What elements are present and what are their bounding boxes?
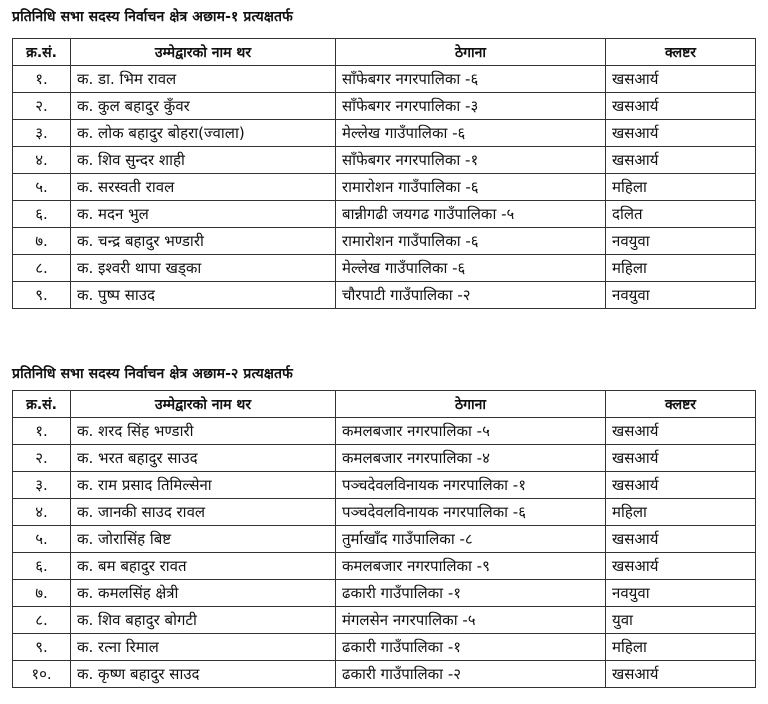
address-cell: मेल्लेख गाउँपालिका -६ (336, 120, 606, 147)
serial-cell: ७. (13, 228, 71, 255)
candidate-name-cell: क. इश्वरी थापा खड्का (71, 255, 336, 282)
cluster-cell: खसआर्य (606, 553, 756, 580)
serial-cell: ८. (13, 607, 71, 634)
address-cell: ढकारी गाउँपालिका -१ (336, 634, 606, 661)
address-cell: रामारोशन गाउँपालिका -६ (336, 174, 606, 201)
serial-cell: ३. (13, 472, 71, 499)
address-cell: कमलबजार नगरपालिका -४ (336, 445, 606, 472)
address-cell: पञ्चदेवलविनायक नगरपालिका -६ (336, 499, 606, 526)
table-row (13, 66, 756, 93)
serial-cell: ९. (13, 634, 71, 661)
section-1-title: प्रतिनिधि सभा सदस्य निर्वाचन क्षेत्र अछाम-१ प्रत्यक्षतर्फ (12, 9, 293, 25)
serial-cell: ९. (13, 282, 71, 309)
serial-cell: ५. (13, 174, 71, 201)
cluster-cell: खसआर्य (606, 661, 756, 688)
cluster-cell: खसआर्य (606, 93, 756, 120)
header-address: ठेगाना (336, 39, 606, 66)
cluster-cell: खसआर्य (606, 66, 756, 93)
cluster-cell: महिला (606, 634, 756, 661)
cluster-cell: खसआर्य (606, 472, 756, 499)
address-cell: साँफेबगर नगरपालिका -३ (336, 93, 606, 120)
table-row (13, 580, 756, 607)
header-candidate-name: उम्मेद्वारको नाम थर (71, 39, 336, 66)
header-cluster: क्लष्टर (606, 39, 756, 66)
candidate-name-cell: क. कृष्ण बहादुर साउद (71, 661, 336, 688)
table-row (13, 255, 756, 282)
cluster-cell: खसआर्य (606, 418, 756, 445)
address-cell: रामारोशन गाउँपालिका -६ (336, 228, 606, 255)
section-2-title: प्रतिनिधि सभा सदस्य निर्वाचन क्षेत्र अछाम-२ प्रत्यक्षतर्फ (12, 366, 293, 382)
table-row (13, 147, 756, 174)
serial-cell: २. (13, 93, 71, 120)
cluster-cell: नवयुवा (606, 228, 756, 255)
candidate-name-cell: क. पुष्प साउद (71, 282, 336, 309)
candidate-name-cell: क. शिव बहादुर बोगटी (71, 607, 336, 634)
cluster-cell: खसआर्य (606, 445, 756, 472)
header-candidate-name: उम्मेद्वारको नाम थर (71, 391, 336, 418)
serial-cell: ६. (13, 201, 71, 228)
table-header-row (13, 391, 756, 418)
serial-cell: ५. (13, 526, 71, 553)
candidate-name-cell: क. शिव सुन्दर शाही (71, 147, 336, 174)
address-cell: मंगलसेन नगरपालिका -५ (336, 607, 606, 634)
address-cell: पञ्चदेवलविनायक नगरपालिका -१ (336, 472, 606, 499)
header-serial: क्र.सं. (13, 391, 71, 418)
serial-cell: ४. (13, 147, 71, 174)
table-row (13, 228, 756, 255)
table-row (13, 526, 756, 553)
serial-cell: १०. (13, 661, 71, 688)
table-row (13, 174, 756, 201)
cluster-cell: महिला (606, 174, 756, 201)
header-address: ठेगाना (336, 391, 606, 418)
table-row (13, 201, 756, 228)
candidate-name-cell: क. भरत बहादुर साउद (71, 445, 336, 472)
candidates-table-achham-2 (12, 390, 756, 688)
address-cell: कमलबजार नगरपालिका -९ (336, 553, 606, 580)
table-row (13, 553, 756, 580)
serial-cell: ७. (13, 580, 71, 607)
candidate-name-cell: क. सरस्वती रावल (71, 174, 336, 201)
candidate-name-cell: क. बम बहादुर रावत (71, 553, 336, 580)
address-cell: ढकारी गाउँपालिका -२ (336, 661, 606, 688)
table-row (13, 418, 756, 445)
address-cell: तुर्माखाँद गाउँपालिका -८ (336, 526, 606, 553)
cluster-cell: नवयुवा (606, 580, 756, 607)
address-cell: बान्नीगढी जयगढ गाउँपालिका -५ (336, 201, 606, 228)
serial-cell: ८. (13, 255, 71, 282)
candidate-name-cell: क. कमलसिंह क्षेत्री (71, 580, 336, 607)
address-cell: कमलबजार नगरपालिका -५ (336, 418, 606, 445)
cluster-cell: युवा (606, 607, 756, 634)
cluster-cell: नवयुवा (606, 282, 756, 309)
table-header-row (13, 39, 756, 66)
table-row (13, 607, 756, 634)
candidate-name-cell: क. लोक बहादुर बोहरा(ज्वाला) (71, 120, 336, 147)
serial-cell: ६. (13, 553, 71, 580)
address-cell: साँफेबगर नगरपालिका -१ (336, 147, 606, 174)
cluster-cell: महिला (606, 255, 756, 282)
header-cluster: क्लष्टर (606, 391, 756, 418)
table-row (13, 472, 756, 499)
cluster-cell: महिला (606, 499, 756, 526)
cluster-cell: खसआर्य (606, 147, 756, 174)
table-row (13, 634, 756, 661)
candidate-name-cell: क. जोरासिंह बिष्ट (71, 526, 336, 553)
table-row (13, 661, 756, 688)
address-cell: चौरपाटी गाउँपालिका -२ (336, 282, 606, 309)
table-row (13, 499, 756, 526)
serial-cell: २. (13, 445, 71, 472)
serial-cell: ४. (13, 499, 71, 526)
candidate-name-cell: क. चन्द्र बहादुर भण्डारी (71, 228, 336, 255)
table-row (13, 120, 756, 147)
candidate-name-cell: क. शरद सिंह भण्डारी (71, 418, 336, 445)
cluster-cell: खसआर्य (606, 526, 756, 553)
candidate-name-cell: क. राम प्रसाद तिमिल्सेना (71, 472, 336, 499)
table-row (13, 445, 756, 472)
cluster-cell: दलित (606, 201, 756, 228)
candidate-name-cell: क. रत्ना रिमाल (71, 634, 336, 661)
candidate-name-cell: क. डा. भिम रावल (71, 66, 336, 93)
candidates-table-achham-1 (12, 38, 756, 309)
cluster-cell: खसआर्य (606, 120, 756, 147)
address-cell: मेल्लेख गाउँपालिका -६ (336, 255, 606, 282)
serial-cell: १. (13, 418, 71, 445)
header-serial: क्र.सं. (13, 39, 71, 66)
candidate-name-cell: क. जानकी साउद रावल (71, 499, 336, 526)
serial-cell: १. (13, 66, 71, 93)
address-cell: साँफेबगर नगरपालिका -६ (336, 66, 606, 93)
table-row (13, 282, 756, 309)
candidate-name-cell: क. मदन भुल (71, 201, 336, 228)
serial-cell: ३. (13, 120, 71, 147)
address-cell: ढकारी गाउँपालिका -१ (336, 580, 606, 607)
candidate-name-cell: क. कुल बहादुर कुँवर (71, 93, 336, 120)
table-row (13, 93, 756, 120)
